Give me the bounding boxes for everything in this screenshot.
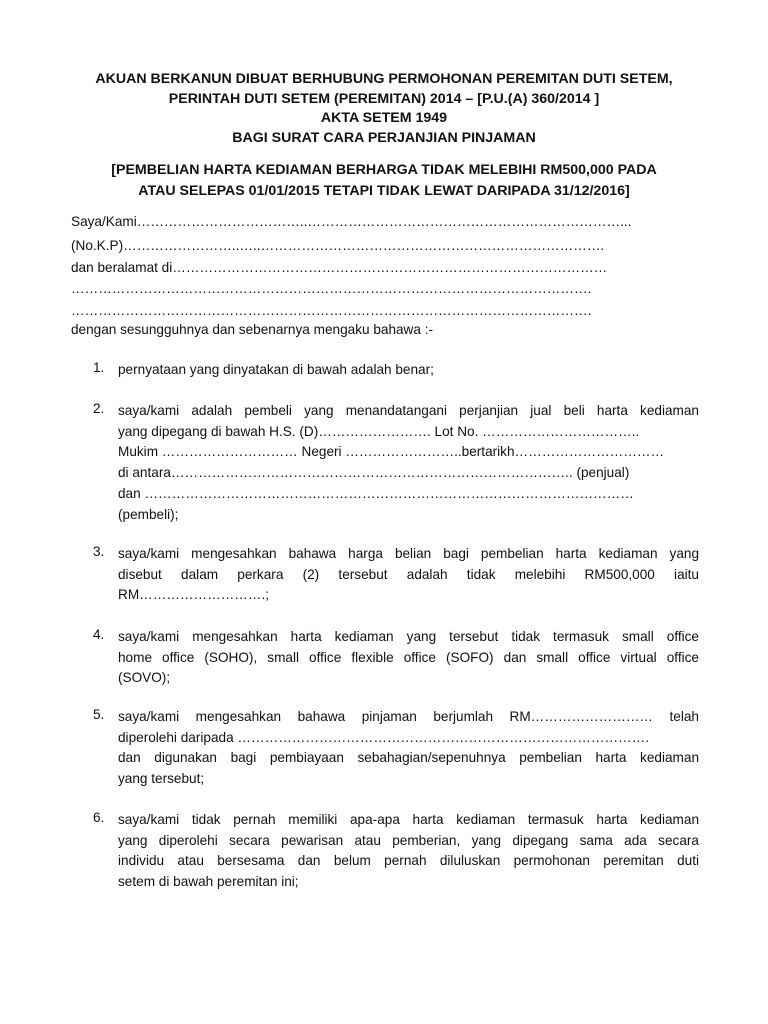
item-line: saya/kami tidak pernah memiliki apa-apa harta kediaman termasuk harta kediaman [118, 812, 699, 827]
item-line: diperolehi daripada ………………………………………………………………………………. [118, 729, 649, 745]
item-line: pernyataan yang dinyatakan di bawah adalah benar; [118, 362, 434, 377]
item-line: disebut dalam perkara (2) tersebut adalah tidak melebihi RM500,000 iaitu [118, 566, 699, 582]
item-line: yang diperolehi secara pewarisan atau pemberian, yang dipegang sama ada secara [118, 832, 699, 848]
item-line: setem di bawah peremitan ini; [118, 874, 299, 890]
alamat-line-2: ……………………………………………………………………………………………………. [71, 281, 592, 296]
item-number: 2. [93, 401, 105, 416]
item-line: saya/kami mengesahkan bahawa pinjaman berjumlah RM……………………… telah [118, 709, 699, 724]
item-line: home office (SOHO), small office flexible office (SOFO) dan small office virtual office [118, 649, 699, 665]
item-number: 4. [93, 627, 105, 642]
saya-kami-line: Saya/Kami………………………………..……………………………………………………………... [71, 214, 632, 229]
item-line: dan ……………………………………………………………………………………………… [118, 485, 634, 501]
title-line-3: AKTA SETEM 1949 [320, 110, 448, 126]
item-number: 1. [93, 360, 105, 375]
no-kp-line: (No.K.P)……………………..…..…………………………………………………………………. [71, 238, 605, 253]
alamat-line-3: ……………………………………………………………………………………………………. [71, 303, 592, 318]
item-line: (SOVO); [118, 670, 171, 686]
item-line: saya/kami mengesahkan bahawa harga belian bagi pembelian harta kediaman yang [118, 546, 699, 561]
subtitle-line-2: ATAU SELEPAS 01/01/2015 TETAPI TIDAK LEWAT DARIPADA 31/12/2016] [138, 183, 630, 199]
document-title [40, 70, 728, 148]
item-line: yang tersebut; [118, 771, 205, 787]
item-line: saya/kami adalah pembeli yang menandatangani perjanjian jual beli harta kediaman [118, 403, 699, 418]
subtitle-line-1: [PEMBELIAN HARTA KEDIAMAN BERHARGA TIDAK MELEBIHI RM500,000 PADA [111, 162, 657, 178]
item-line: (pembeli); [118, 506, 179, 522]
item-number: 3. [93, 544, 105, 559]
item-line: dan digunakan bagi pembiayaan sebahagian/sepenuhnya pembelian harta kediaman [118, 750, 699, 766]
document-subtitle [40, 160, 728, 202]
item-line: yang dipegang di bawah H.S. (D)……………………. Lot No. …………………………….. [118, 423, 640, 439]
item-line: Mukim ………………………… Negeri ……………………..bertarikh…………………………… [118, 444, 665, 460]
item-line: individu atau bersesama dan belum pernah diluluskan permohonan peremitan duti [118, 853, 699, 869]
item-number: 6. [93, 810, 105, 825]
title-line-4: BAGI SURAT CARA PERJANJIAN PINJAMAN [232, 129, 536, 146]
title-line-2: PERINTAH DUTI SETEM (PEREMITAN) 2014 – [P.U.(A) 360/2014 ] [168, 90, 600, 107]
declare-line: dengan sesungguhnya dan sebenarnya mengaku bahawa :- [71, 322, 434, 337]
item-line: RM……………………….; [118, 587, 270, 603]
item-number: 5. [93, 707, 105, 722]
item-line: di antara…………………………………………………………………………….. (penjual) [118, 465, 630, 481]
alamat-line: dan beralamat di…………………………………………………………………………………… [71, 260, 608, 275]
title-line-1: AKUAN BERKANUN DIBUAT BERHUBUNG PERMOHONAN PEREMITAN DUTI SETEM, [95, 71, 673, 87]
item-line: saya/kami mengesahkan harta kediaman yang tersebut tidak termasuk small office [118, 629, 699, 644]
